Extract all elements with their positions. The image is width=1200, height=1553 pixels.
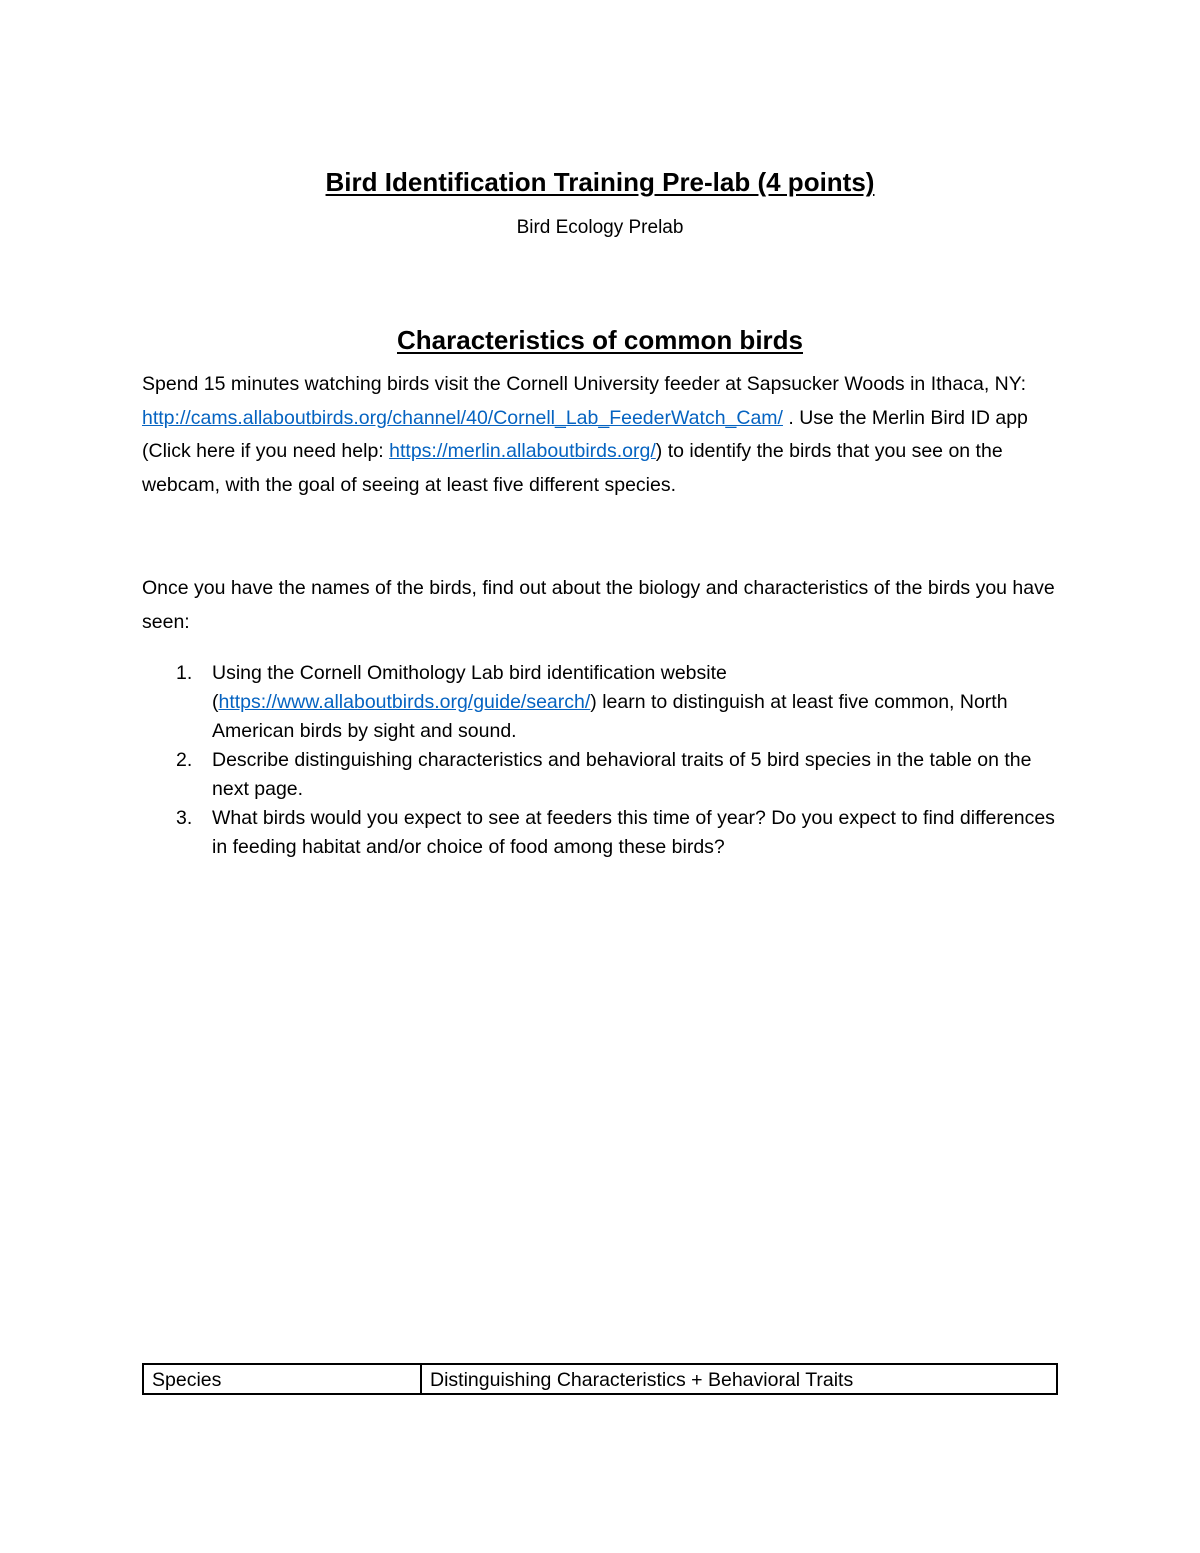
step-text: What birds would you expect to see at feeders this time of year? Do you expect to find differences in feeding habitat and/or choice of food among these birds? xyxy=(212,807,1055,858)
intro-paragraph xyxy=(142,368,1062,502)
document-subtitle: Bird Ecology Prelab xyxy=(516,217,684,238)
step-text: Describe distinguishing characteristics and behavioral traits of 5 bird species in the table on the next page. xyxy=(212,749,1032,800)
intro-text-a: Spend 15 minutes watching birds visit the Cornell University feeder at Sapsucker Woods in Ithaca, NY: xyxy=(142,373,1027,395)
table-header-row xyxy=(143,1364,1057,1394)
list-item xyxy=(142,804,1062,862)
bird-guide-link[interactable]: https://www.allaboutbirds.org/guide/search/ xyxy=(218,691,591,713)
step-text-b: ) learn to distinguish at least five common, North American birds by sight and sound. xyxy=(212,691,1008,742)
table-header-characteristics: Distinguishing Characteristics + Behavioral Traits xyxy=(421,1364,1057,1394)
intro-text-b: . Use the Merlin Bird ID app (Click here if you need help: xyxy=(142,406,1028,462)
merlin-link[interactable]: https://merlin.allaboutbirds.org/ xyxy=(389,440,656,462)
steps-list xyxy=(142,659,1062,862)
list-number: 2. xyxy=(176,749,193,771)
table-header-species: Species xyxy=(143,1364,421,1394)
instructions-paragraph: Once you have the names of the birds, find out about the biology and characteristics of the birds you have seen: xyxy=(142,577,1055,633)
feederwatch-cam-link[interactable]: http://cams.allaboutbirds.org/channel/40/Cornell_Lab_FeederWatch_Cam/ xyxy=(142,406,783,429)
step-text-a: Using the Cornell Omithology Lab bird identification website ( xyxy=(212,662,727,713)
list-item xyxy=(142,659,1062,746)
list-item xyxy=(142,746,1062,804)
section-heading: Characteristics of common birds xyxy=(397,325,803,355)
list-number: 1. xyxy=(176,662,193,684)
intro-text-c: ) to identify the birds that you see on the webcam, with the goal of seeing at least five different species. xyxy=(142,440,1003,496)
species-table xyxy=(142,1363,1058,1395)
document-title: Bird Identification Training Pre-lab (4 points) xyxy=(325,167,875,197)
list-number: 3. xyxy=(176,807,193,829)
